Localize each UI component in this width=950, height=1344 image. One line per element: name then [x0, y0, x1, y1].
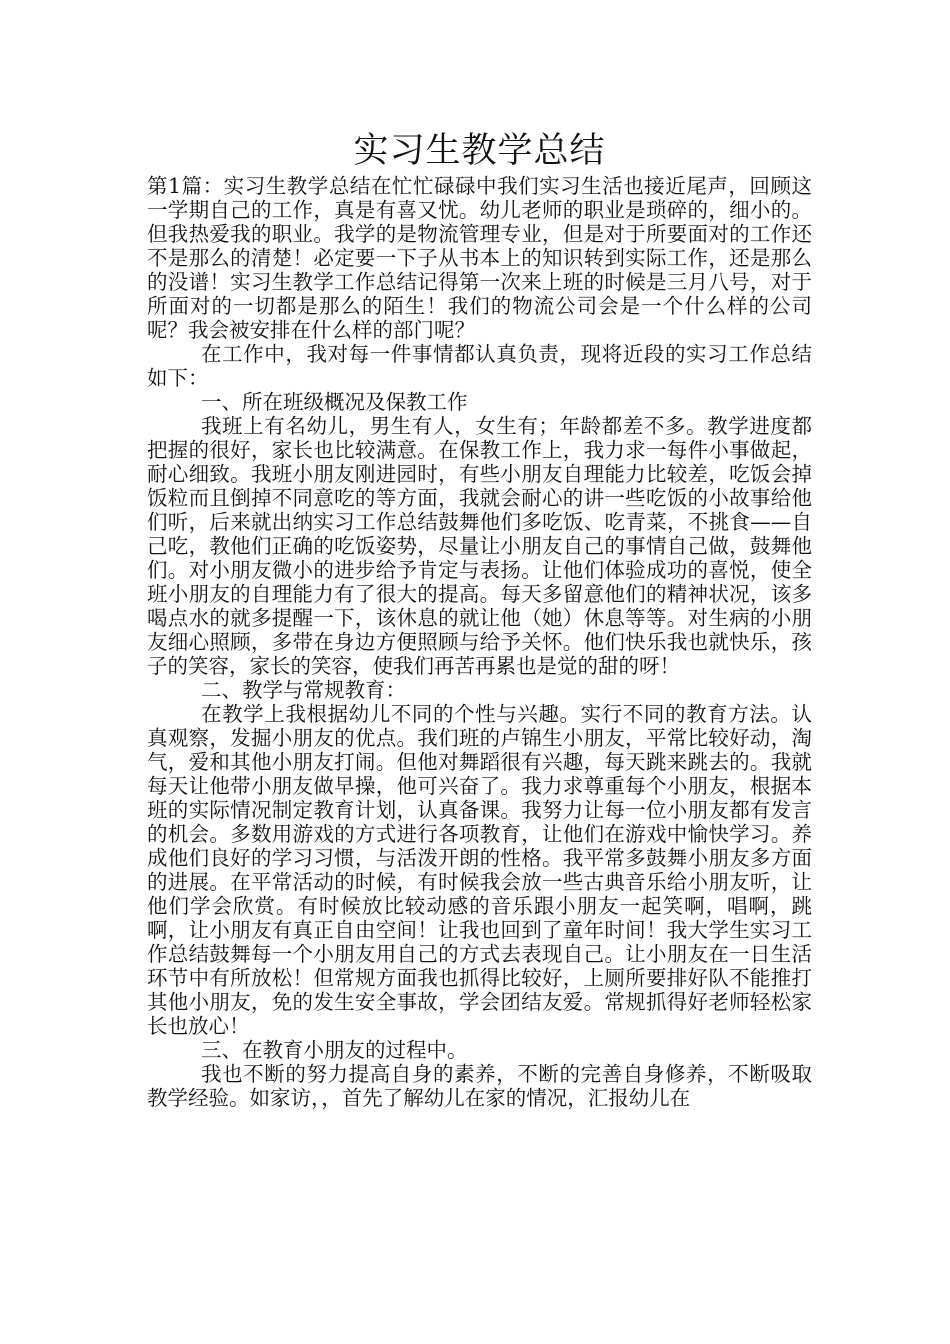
- document-title: 实习生教学总结: [353, 131, 606, 171]
- document-body: [147, 174, 812, 1110]
- section-heading: 一、所在班级概况及保教工作: [201, 390, 468, 414]
- section-heading: 三、在教育小朋友的过程中。: [201, 1038, 468, 1062]
- section-heading: 二、教学与常规教育：: [201, 678, 406, 702]
- paragraph: 在教学上我根据幼儿不同的个性与兴趣。实行不同的教育方法。认真观察，发掘小朋友的优点。我们班的卢锦生小朋友，平常比较好动，淘气，爱和其他小朋友打闹。但他对舞蹈很有兴趣，每天跳来跳去的。我就每天让他带小朋友做早操，他可兴奋了。我力求尊重每个小朋友，根据本班的实际情况制定教育计划，认真备课。我努力让每一位小朋友都有发言的机会。多数用游戏的方式进行各项教育，让他们在游戏中愉快学习。养成他们良好的学习习惯，与活泼开朗的性格。我平常多鼓舞小朋友多方面的进展。在平常活动的时候，有时候我会放一些古典音乐给小朋友听，让他们学会欣赏。有时候放比较动感的音乐跟小朋友一起笑啊，唱啊，跳啊，让小朋友有真正自由空间！让我也回到了童年时间！我大学生实习工作总结鼓舞每一个小朋友用自己的方式去表现自己。让小朋友在一日生活环节中有所放松！但常规方面我也抓得比较好，上厕所要排好队不能推打其他小朋友，免的发生安全事故，学会团结友爱。常规抓得好老师轻松家长也放心！: [147, 702, 812, 1038]
- document-page: [147, 128, 812, 1110]
- paragraph: 我班上有名幼儿，男生有人，女生有；年龄都差不多。教学进度都把握的很好，家长也比较满意。在保教工作上，我力求一每件小事做起，耐心细致。我班小朋友刚进园时，有些小朋友自理能力比较差，吃饭会掉饭粒而且倒掉不同意吃的等方面，我就会耐心的讲一些吃饭的小故事给他们听，后来就出纳实习工作总结鼓舞他们多吃饭、吃青菜，不挑食——自己吃，教他们正确的吃饭姿势，尽量让小朋友自己的事情自己做，鼓舞他们。对小朋友微小的进步给予肯定与表扬。让他们体验成功的喜悦，使全班小朋友的自理能力有了很大的提高。每天多留意他们的精神状况，该多喝点水的就多提醒一下，该休息的就让他（她）休息等等。对生病的小朋友细心照顾，多带在身边方便照顾与给予关怀。他们快乐我也就快乐，孩子的笑容，家长的笑容，使我们再苦再累也是觉的甜的呀！: [147, 414, 812, 678]
- paragraph: 我也不断的努力提高自身的素养，不断的完善自身修养，不断吸取教学经验。如家访，，首先了解幼儿在家的情况，汇报幼儿在: [147, 1062, 812, 1110]
- paragraph: 在工作中，我对每一件事情都认真负责，现将近段的实习工作总结如下：: [147, 342, 812, 390]
- paragraph: 第1篇：实习生教学总结在忙忙碌碌中我们实习生活也接近尾声，回顾这一学期自己的工作，真是有喜又忧。幼儿老师的职业是琐碎的，细小的。但我热爱我的职业。我学的是物流管理专业，但是对于所要面对的工作还不是那么的清楚！必定要一下子从书本上的知识转到实际工作，还是那么的没谱！实习生教学工作总结记得第一次来上班的时候是三月八号，对于所面对的一切都是那么的陌生！我们的物流公司会是一个什么样的公司呢？我会被安排在什么样的部门呢？: [147, 174, 812, 342]
